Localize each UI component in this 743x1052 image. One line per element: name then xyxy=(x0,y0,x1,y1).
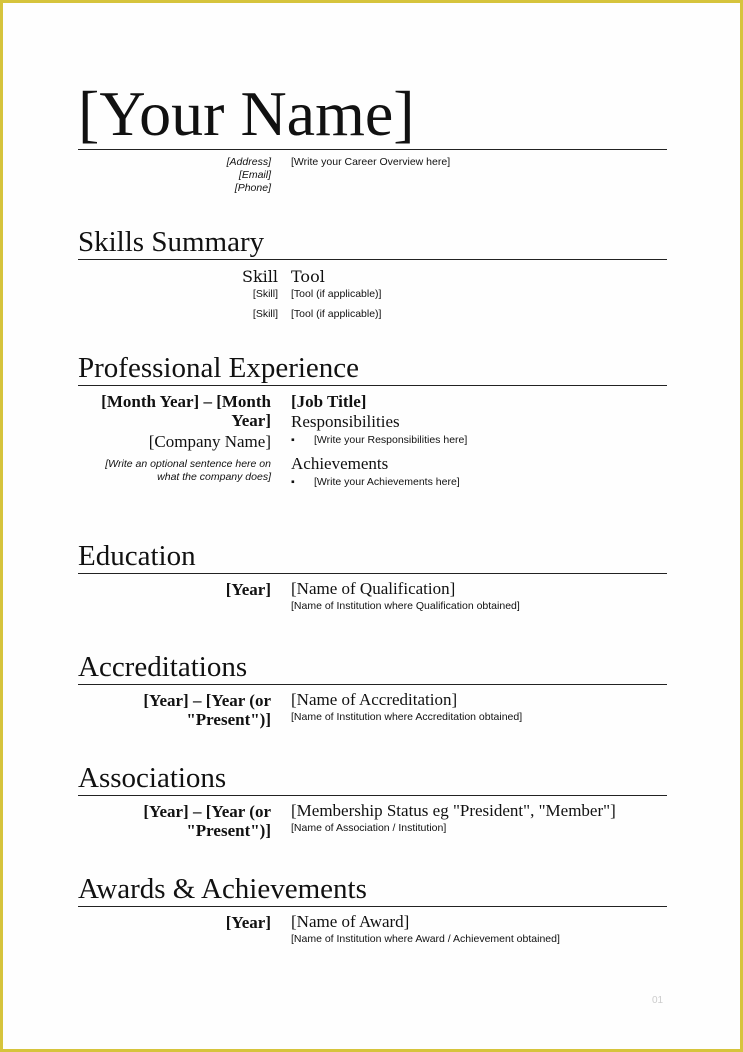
company-description: [Write an optional sentence here on xyxy=(105,458,271,470)
achievements-label: Achievements xyxy=(291,454,389,473)
section-title-experience: Professional Experience xyxy=(78,352,360,384)
accreditation-institution: [Name of Institution where Accreditation obtained] xyxy=(291,711,523,723)
achievement-item xyxy=(291,476,460,489)
section-title-accreditations: Accreditations xyxy=(78,651,248,683)
section-title-associations: Associations xyxy=(78,762,227,794)
resume-name: [Your Name] xyxy=(78,78,415,149)
divider xyxy=(78,906,667,907)
accreditation-name: [Name of Accreditation] xyxy=(291,690,458,709)
education-institution: [Name of Institution where Qualification obtained] xyxy=(291,600,520,612)
skill-cell: [Skill] xyxy=(252,288,278,300)
address: [Address] xyxy=(226,156,271,168)
divider xyxy=(78,149,667,150)
job-title: [Job Title] xyxy=(291,392,367,411)
career-overview: [Write your Career Overview here] xyxy=(291,156,451,168)
skill-column-header: Skill xyxy=(241,267,278,286)
education-year: [Year] xyxy=(225,580,271,599)
award-year: [Year] xyxy=(225,913,271,932)
responsibility-text: [Write your Responsibilities here] xyxy=(314,434,468,446)
company-name: [Company Name] xyxy=(148,432,271,451)
responsibilities-label: Responsibilities xyxy=(291,412,400,431)
section-title-skills: Skills Summary xyxy=(78,226,265,258)
bullet-icon: ▪ xyxy=(291,434,295,446)
award-institution: [Name of Institution where Award / Achievement obtained] xyxy=(291,933,560,945)
employment-dates-cont: Year] xyxy=(231,411,271,430)
association-dates-cont: "Present")] xyxy=(186,821,271,840)
accreditation-dates-cont: "Present")] xyxy=(186,710,271,729)
skill-cell: [Skill] xyxy=(252,308,278,320)
divider xyxy=(78,573,667,574)
phone: [Phone] xyxy=(234,182,271,194)
tool-cell: [Tool (if applicable)] xyxy=(291,308,382,320)
association-institution: [Name of Association / Institution] xyxy=(291,822,447,834)
page-number: 01 xyxy=(652,995,664,1006)
tool-cell: [Tool (if applicable)] xyxy=(291,288,382,300)
achievement-text: [Write your Achievements here] xyxy=(314,476,460,488)
company-description-cont: what the company does] xyxy=(157,471,271,483)
responsibility-item xyxy=(291,434,467,447)
divider xyxy=(78,259,667,260)
accreditation-dates: [Year] – [Year (or xyxy=(143,691,271,710)
email: [Email] xyxy=(238,169,271,181)
section-title-education: Education xyxy=(78,540,196,572)
tool-column-header: Tool xyxy=(291,267,325,286)
section-title-awards: Awards & Achievements xyxy=(78,873,367,905)
divider xyxy=(78,684,667,685)
employment-dates: [Month Year] – [Month xyxy=(101,392,271,411)
qualification-name: [Name of Qualification] xyxy=(291,579,456,598)
divider xyxy=(78,795,667,796)
membership-status: [Membership Status eg "President", "Member"] xyxy=(291,801,616,820)
divider xyxy=(78,385,667,386)
association-dates: [Year] – [Year (or xyxy=(143,802,271,821)
award-name: [Name of Award] xyxy=(291,912,410,931)
bullet-icon: ▪ xyxy=(291,476,295,488)
